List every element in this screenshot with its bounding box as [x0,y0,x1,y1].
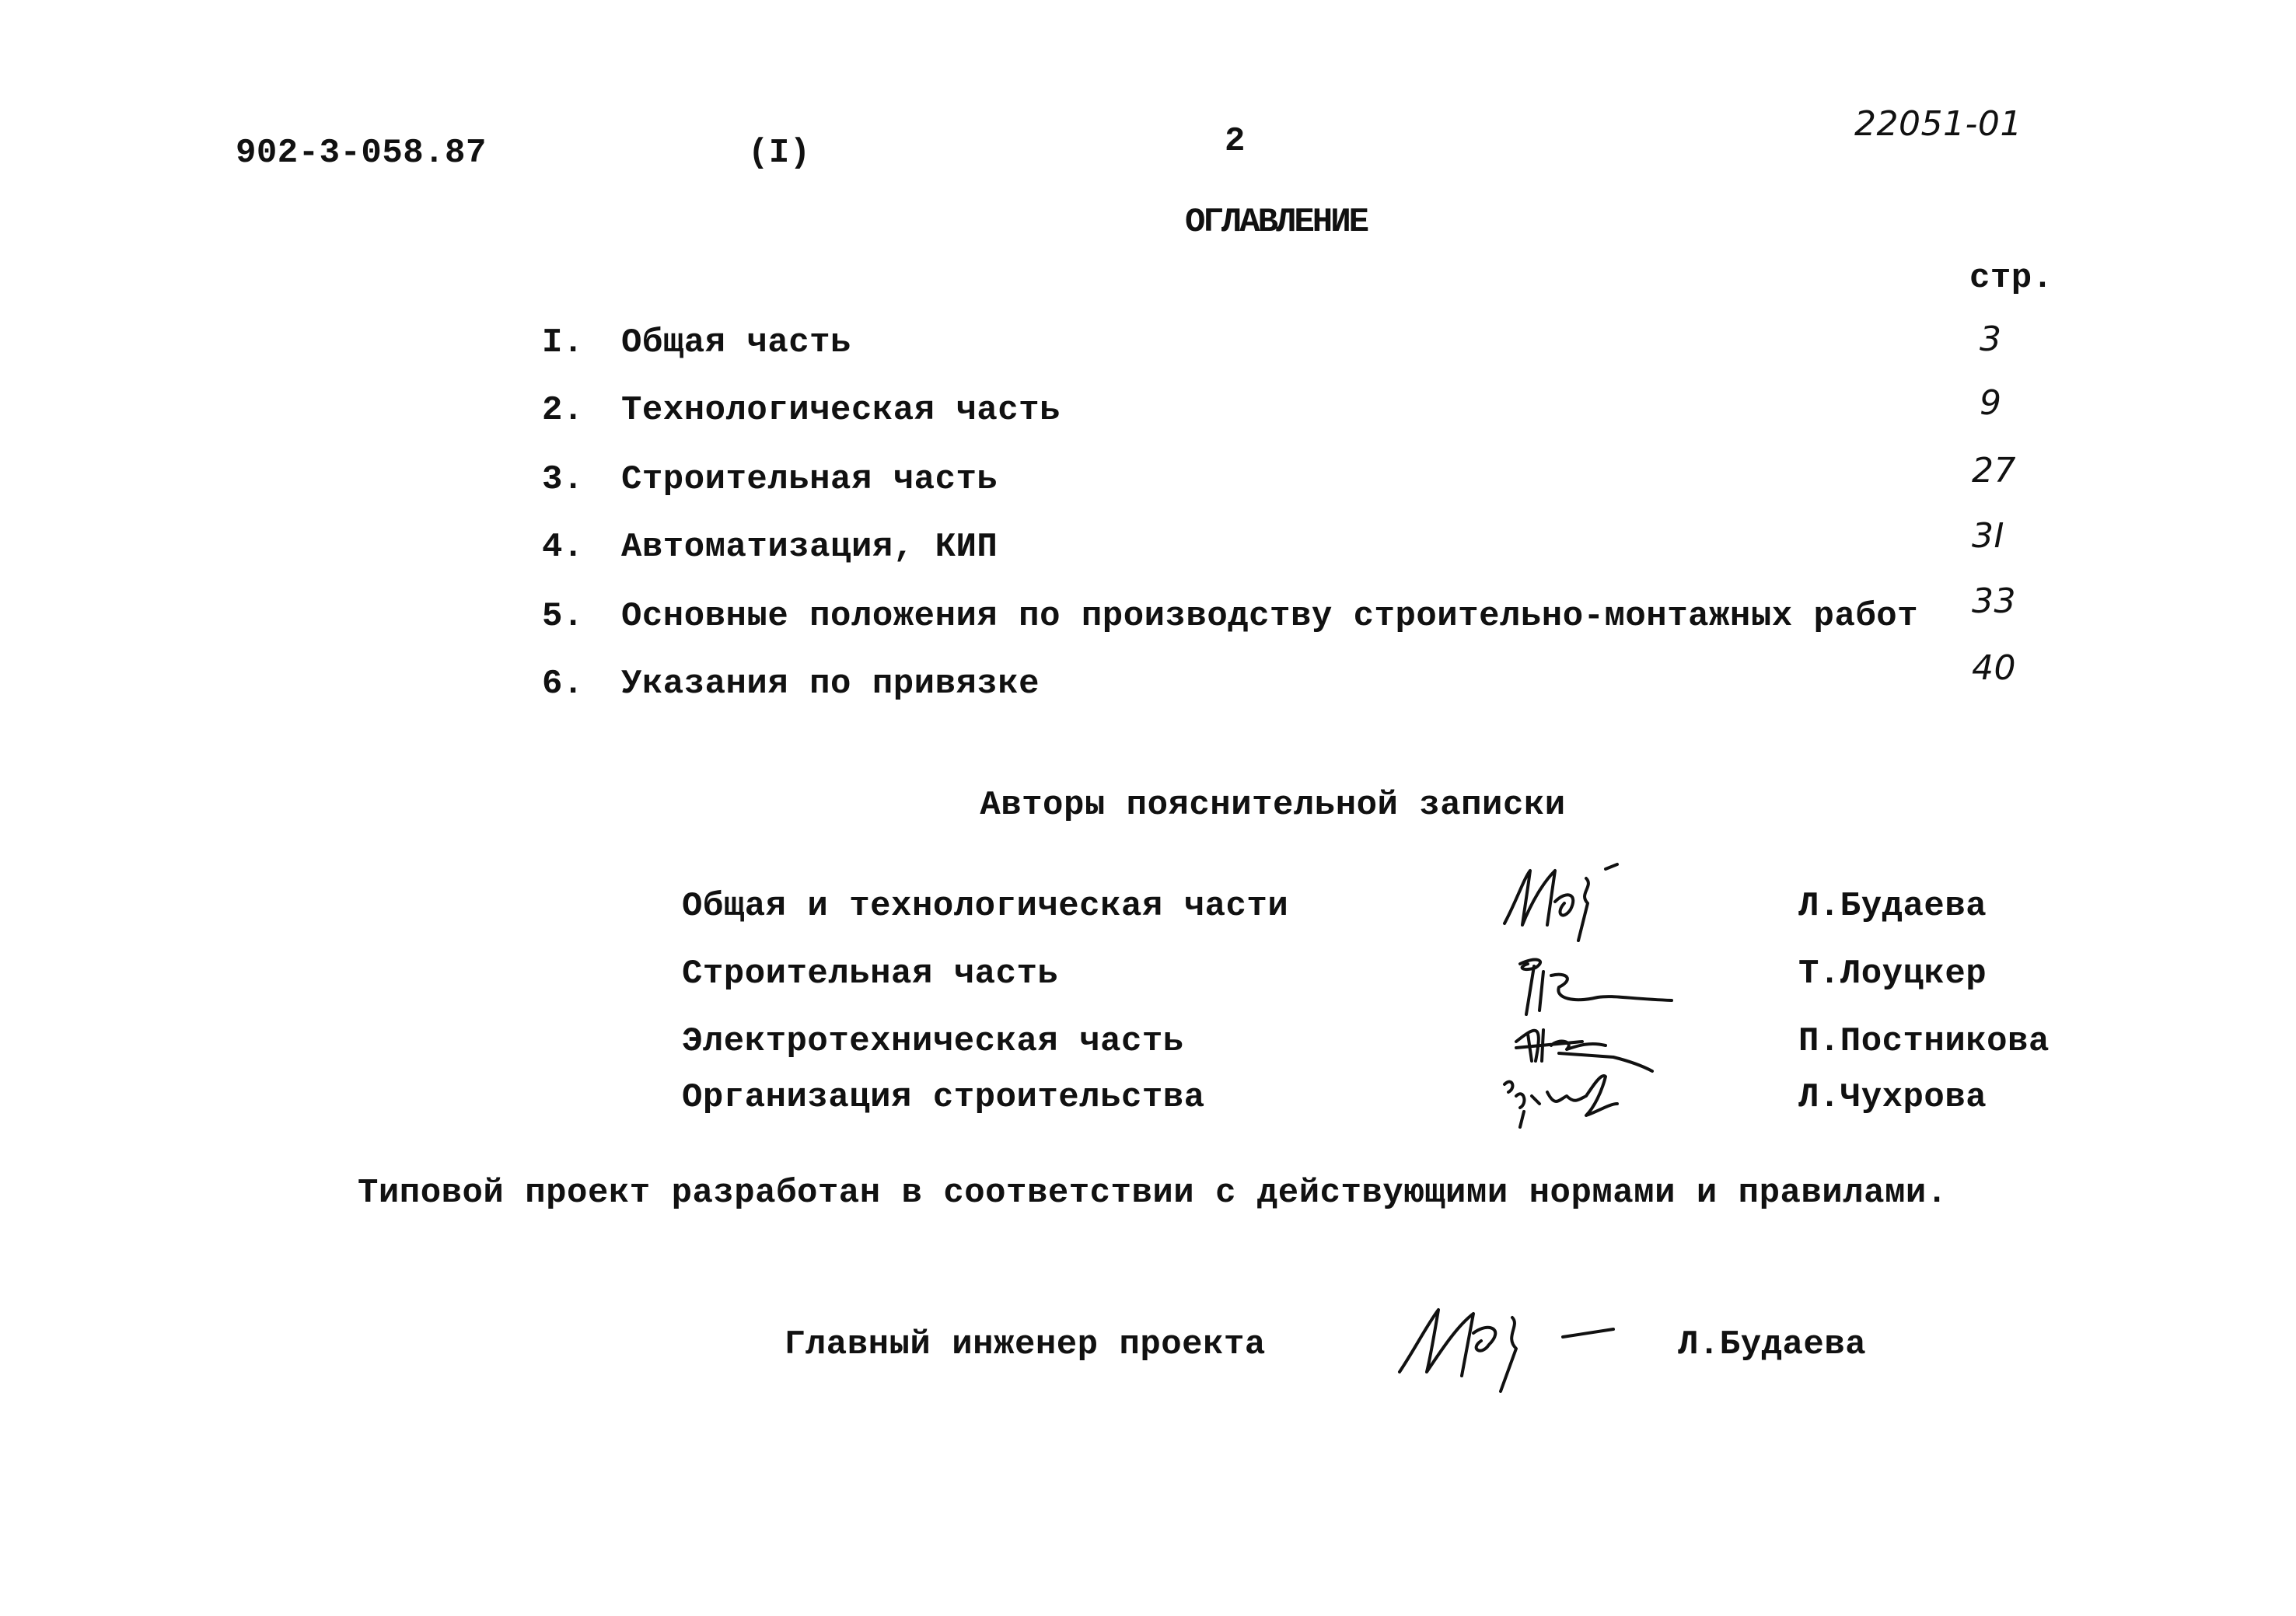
toc-item-title: Основные положения по производству строительно-монтажных работ [621,597,1919,636]
compliance-statement: Типовой проект разработан в соответствии с действующими нормами и правилами. [358,1174,1948,1213]
page-number: 2 [1225,122,1246,161]
signature-budaeva [1501,855,1703,941]
author-role: Строительная часть [682,955,1059,993]
chief-engineer-name: Л.Будаева [1678,1325,1867,1364]
chief-engineer-role: Главный инженер проекта [785,1325,1266,1364]
toc-item-title: Автоматизация, КИП [621,528,998,567]
signature-chukhrova [1501,1069,1656,1131]
toc-item-number: 6. [542,665,584,703]
volume-label: (I) [748,134,811,173]
toc-item-page: 40 [1972,648,2016,688]
toc-item-page: 3I [1972,516,2004,556]
toc-item-page: 3 [1980,319,2002,359]
toc-title: ОГЛАВЛЕНИЕ [1184,203,1368,242]
authors-title: Авторы пояснительной записки [980,786,1566,825]
author-name: Л.Будаева [1798,887,1987,926]
toc-item-number: 3. [542,460,584,499]
toc-item-number: 4. [542,528,584,567]
toc-item-title: Указания по привязке [621,665,1040,703]
author-role: Электротехническая часть [682,1022,1184,1061]
toc-item-number: 2. [542,391,584,430]
toc-item-number: 5. [542,597,584,636]
document-code: 902-3-058.87 [236,134,487,173]
author-name: П.Постникова [1798,1022,2050,1061]
toc-item-title: Технологическая часть [621,391,1061,430]
author-role: Организация строительства [682,1078,1205,1117]
toc-item-page: 33 [1972,581,2016,621]
signature-postnikova [1512,1018,1668,1073]
author-name: Л.Чухрова [1798,1078,1987,1117]
toc-item-number: I. [542,323,584,362]
signature-loutsker [1512,952,1683,1022]
toc-item-title: Строительная часть [621,460,998,499]
signature-chief-engineer [1396,1286,1621,1395]
toc-item-title: Общая часть [621,323,851,362]
author-name: Т.Лоуцкер [1798,955,1987,993]
archive-number: 22051-01 [1854,104,2022,144]
toc-item-page: 27 [1972,451,2016,490]
toc-item-page: 9 [1980,383,2002,423]
page-column-label: стр. [1969,259,2053,298]
author-role: Общая и технологическая части [682,887,1289,926]
